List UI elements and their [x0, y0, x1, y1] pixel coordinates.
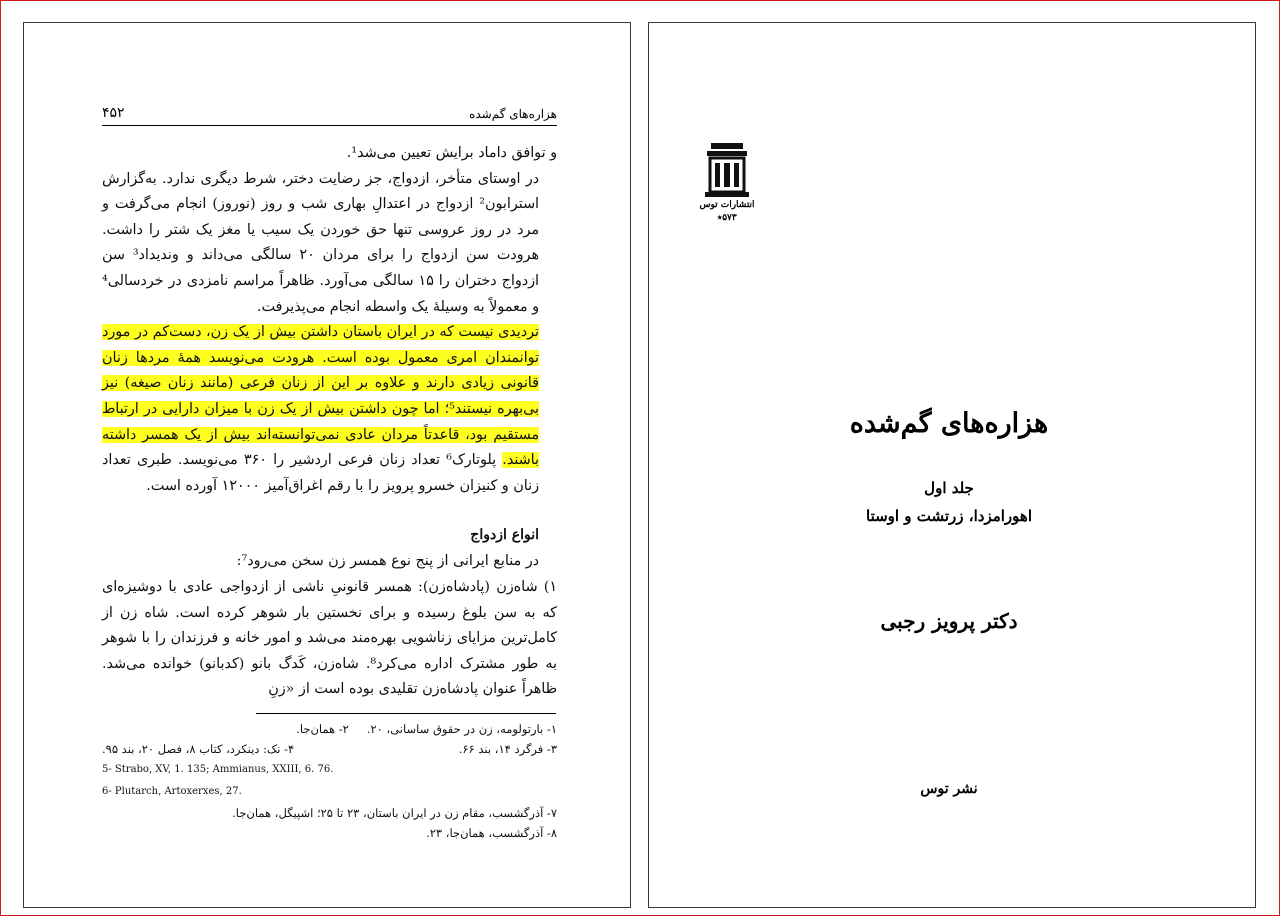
footnote-row — [102, 739, 557, 759]
footnote-3: ۳- فرگرد ۱۴، بند ۶۶. — [458, 742, 557, 756]
right-page — [648, 22, 1256, 908]
footnotes — [102, 719, 557, 843]
series-number: ۵۷۳٭ — [717, 213, 737, 223]
highlighted-text[interactable]: تردیدی نیست که در ایران باستان داشتن بیش از یک زن، دست‌کم در مورد توانمندان امری معمول بوده است. هرودت می‌نویسد همهٔ مردها زنان قانونی زیادی دارند و علاوه بر این از زنان فرعی (مانند زنان صیغه) نیز بی‌بهره نیستند⁵؛ اما چون داشتن بیش از یک زن با میزان دارایی در ارتباط مستقیم بود، قاعدتاً مردان عادی نمی‌توانسته‌اند بیش از یک همسر داشته باشند. — [102, 324, 539, 469]
footnote-2: ۲- همان‌جا. — [296, 722, 349, 736]
footnote-rule — [256, 713, 556, 714]
logo-caption — [695, 199, 759, 225]
book-title: هزاره‌های گم‌شده — [849, 408, 1049, 439]
paragraph-3 — [102, 320, 557, 499]
paragraph-4: در منابع ایرانی از پنج نوع همسر زن سخن می‌رود⁷: — [236, 553, 539, 570]
body-text — [102, 141, 557, 703]
section-heading: انواع ازدواج — [470, 527, 539, 544]
running-title: هزاره‌های گم‌شده — [469, 107, 557, 121]
paragraph-5: ۱) شاه‌زن (پادشاه‌زن): همسر قانونیِ ناشی از ازدواجی عادی با دوشیزه‌ای که به سن بلوغ رسیده و برای نخستین بار شوهر کرده است. شاه زن از کامل‌ترین مزایای زناشویی بهره‌مند می‌شد و امور خانه و فرزندان را با شوهر به طور مشترک اداره می‌کرد⁸. شاه‌زن، کَدگ بانو (کدبانو) خوانده می‌شد. ظاهراً عنوان پادشاه‌زن تقلیدی بوده است از «زنِ — [102, 578, 557, 698]
page-number: ۴۵۲ — [102, 105, 125, 121]
footnote-1: ۱- بارتولومه، زن در حقوق ساسانی، ۲۰. — [366, 722, 557, 736]
footnote-row — [102, 719, 557, 739]
footnote-7: ۷- آذرگشسب، مقام زن در ایران باستان، ۲۳ تا ۲۵؛ اشپیگل، همان‌جا. — [232, 806, 557, 820]
left-page — [23, 22, 631, 908]
running-head — [102, 103, 557, 126]
footnote-6: 6- Plutarch, Artoxerxes, 27. — [102, 786, 242, 797]
publisher-logo-text: انتشارات توس — [699, 200, 755, 210]
book-subtitle: اهورامزدا، زرتشت و اوستا — [866, 507, 1032, 525]
footnote-4: ۴- نک: دینکرد، کتاب ۸، فصل ۲۰، بند ۹۵. — [102, 742, 295, 756]
footnote-5: 5- Strabo, XV, 1. 135; Ammianus, XXIII, 6. 76. — [102, 764, 334, 775]
paragraph-3-rest: پلوتارک⁶ تعداد زنان فرعی اردشیر را ۳۶۰ می‌نویسد. طبری تعداد زنان و کنیزان خسرو پرویز را با رقم اغراق‌آمیز ۱۲۰۰۰ آورده است. — [102, 452, 539, 494]
footnote-8: ۸- آذرگشسب، همان‌جا، ۲۳. — [426, 826, 557, 840]
paragraph-2: در اوستای متأخر، ازدواج، جز رضایت دختر، شرط دیگری ندارد. به‌گزارش استرابون² ازدواج در اعتدالِ بهاری شب و روز (نوروز) انجام می‌گرفت و مرد در روز عروسی تنها حق خوردن یک سیب یا مغز یک شتر را داشت. هرودت سن ازدواج را برای مردان ۲۰ سالگی می‌داند و وندیداد³ سن ازدواج دختران را ۱۵ سالگی می‌آورد. ظاهراً مراسم نامزدی در خردسالی⁴ و معمولاً به وسیلهٔ یک واسطه انجام می‌پذیرفت. — [102, 170, 539, 315]
publisher-name: نشر توس — [920, 781, 978, 797]
paragraph-1: و توافق داماد برایش تعیین می‌شد¹. — [346, 145, 557, 161]
volume-label: جلد اول — [924, 479, 974, 497]
author-name: دکتر پرویز رجبی — [880, 609, 1018, 633]
